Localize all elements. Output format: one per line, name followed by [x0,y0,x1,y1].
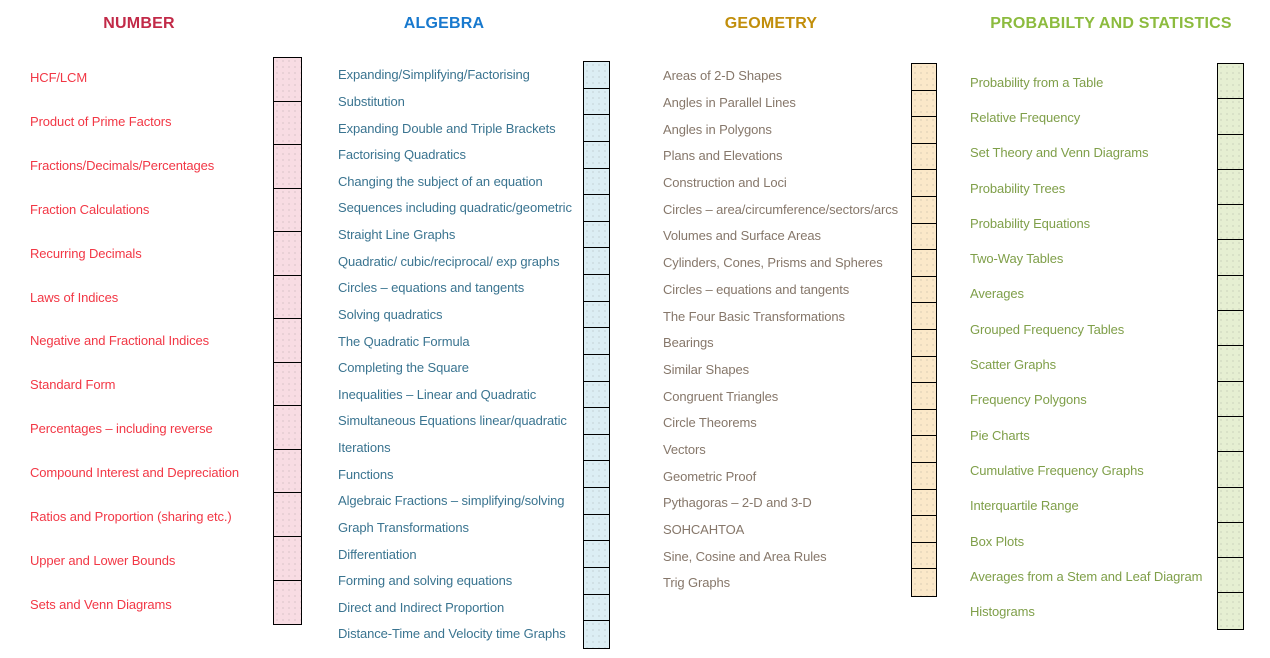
checkbox-cell[interactable] [1218,170,1243,205]
topic-label: Interquartile Range [970,498,1079,514]
checkbox-cell[interactable] [1218,99,1243,134]
topic-label: Box Plots [970,533,1025,549]
topic-label: Direct and Indirect Proportion [338,599,505,615]
checkbox-cell[interactable] [584,89,609,116]
topic-row [663,383,898,410]
topic-row [338,115,572,142]
checkbox-cell[interactable] [274,493,301,537]
checkbox-column [911,63,937,597]
checkbox-cell[interactable] [912,569,936,596]
topic-label: Solving quadratics [338,306,443,322]
checkbox-cell[interactable] [1218,382,1243,417]
topic-row [970,135,1202,170]
topic-row [970,100,1202,135]
topic-label: Differentiation [338,546,417,562]
checkbox-cell[interactable] [912,91,936,118]
topic-row [30,188,239,232]
topic-label: Algebraic Fractions – simplifying/solving [338,493,565,509]
topic-label: Angles in Polygons [663,121,772,137]
topic-row [338,461,572,488]
topic-row [338,275,572,302]
topic-label: Percentages – including reverse [30,421,213,437]
checkbox-cell[interactable] [912,170,936,197]
checkbox-cell[interactable] [584,408,609,435]
checkbox-cell[interactable] [1218,311,1243,346]
topic-label: Circles – area/circumference/sectors/arcs [663,201,899,217]
topic-label: Circle Theorems [663,415,757,431]
checkbox-cell[interactable] [274,232,301,276]
checkbox-cell[interactable] [912,436,936,463]
checkbox-cell[interactable] [274,363,301,407]
topic-row [338,621,572,648]
checkbox-cell[interactable] [912,516,936,543]
topic-row [338,248,572,275]
topic-row [970,276,1202,311]
topic-row [663,143,898,170]
checkbox-cell[interactable] [912,224,936,251]
topic-row [663,516,898,543]
topic-row [338,594,572,621]
topic-row [30,494,239,538]
topic-row [338,62,572,89]
topic-row [970,453,1202,488]
checkbox-cell[interactable] [912,250,936,277]
topic-label: Bearings [663,335,714,351]
topic-row [970,170,1202,205]
topic-row [970,382,1202,417]
topic-row [30,231,239,275]
topic-label: Circles – equations and tangents [338,280,525,296]
topic-label: Circles – equations and tangents [663,281,850,297]
topic-label: Histograms [970,604,1035,620]
topic-label: Distance-Time and Velocity time Graphs [338,626,566,642]
topic-row [663,89,898,116]
checkbox-cell[interactable] [584,435,609,462]
checkbox-cell[interactable] [912,330,936,357]
topic-row [338,301,572,328]
topic-label: Simultaneous Equations linear/quadratic [338,413,567,429]
checkbox-cell[interactable] [274,58,301,102]
checkbox-cell[interactable] [584,248,609,275]
topic-row [338,141,572,168]
checkbox-cell[interactable] [584,169,609,196]
checkbox-cell[interactable] [584,515,609,542]
checkbox-cell[interactable] [1218,593,1243,628]
topic-row [663,463,898,490]
checkbox-cell[interactable] [274,145,301,189]
topic-label: Upper and Lower Bounds [30,552,176,568]
checkbox-cell[interactable] [584,382,609,409]
checkbox-cell[interactable] [912,490,936,517]
topic-row [663,543,898,570]
topic-label: Fractions/Decimals/Percentages [30,158,215,174]
topic-row [338,567,572,594]
topic-row [30,538,239,582]
topic-row [970,523,1202,558]
topic-label: Recurring Decimals [30,245,142,261]
topic-row [663,276,898,303]
topic-label: The Quadratic Formula [338,333,470,349]
checkbox-cell[interactable] [912,410,936,437]
checkbox-cell[interactable] [274,450,301,494]
topic-label: Angles in Parallel Lines [663,95,796,111]
topic-label: Changing the subject of an equation [338,173,543,189]
topic-row [30,363,239,407]
checkbox-cell[interactable] [274,406,301,450]
topic-row [663,223,898,250]
topic-row [663,116,898,143]
checkbox-cell[interactable] [912,357,936,384]
topic-label: Construction and Loci [663,175,787,191]
topic-label: Probability from a Table [970,74,1104,90]
checkbox-cell[interactable] [1218,558,1243,593]
checkbox-cell[interactable] [912,303,936,330]
topic-label: Two-Way Tables [970,251,1064,267]
topic-row [663,436,898,463]
topic-row [970,241,1202,276]
checkbox-cell[interactable] [1218,240,1243,275]
topic-list [970,65,1202,630]
checkbox-column [583,61,610,649]
topic-label: Compound Interest and Depreciation [30,465,240,481]
topic-label: Cylinders, Cones, Prisms and Spheres [663,255,883,271]
topic-label: Fraction Calculations [30,201,150,217]
topic-label: Straight Line Graphs [338,227,456,243]
topic-row [30,144,239,188]
checkbox-cell[interactable] [912,463,936,490]
topic-label: Cumulative Frequency Graphs [970,462,1144,478]
topic-row [30,451,239,495]
topic-label: Probability Trees [970,180,1066,196]
topic-label: Scatter Graphs [970,357,1057,373]
topic-row [338,354,572,381]
topic-label: Sets and Venn Diagrams [30,596,172,612]
topic-row [970,559,1202,594]
checkbox-cell[interactable] [584,621,609,648]
topic-label: Similar Shapes [663,361,750,377]
checkbox-cell[interactable] [584,595,609,622]
topic-label: Substitution [338,93,405,109]
checkbox-cell[interactable] [912,277,936,304]
checkbox-cell[interactable] [1218,488,1243,523]
topic-row [30,319,239,363]
topic-label: Expanding/Simplifying/Factorising [338,67,530,83]
topic-label: Functions [338,466,394,482]
topic-label: HCF/LCM [30,70,88,86]
checkbox-cell[interactable] [274,102,301,146]
topic-label: Iterations [338,440,391,456]
topic-label: Plans and Elevations [663,148,783,164]
checkbox-cell[interactable] [274,189,301,233]
topic-list [30,56,239,626]
checkbox-cell[interactable] [1218,523,1243,558]
checkbox-cell[interactable] [584,488,609,515]
topic-label: Probability Equations [970,215,1091,231]
topic-row [338,195,572,222]
checkbox-cell[interactable] [912,543,936,570]
topic-row [970,206,1202,241]
topic-row [338,381,572,408]
topic-row [663,329,898,356]
topic-row [663,490,898,517]
topic-row [338,408,572,435]
topic-label: Frequency Polygons [970,392,1087,408]
topic-label: Factorising Quadratics [338,147,466,163]
topic-label: Ratios and Proportion (sharing etc.) [30,508,232,524]
topic-row [338,514,572,541]
topic-row [970,312,1202,347]
topic-label: Sequences including quadratic/geometric [338,200,572,216]
topic-list [663,63,898,597]
topic-row [338,221,572,248]
topic-label: Averages from a Stem and Leaf Diagram [970,568,1203,584]
topic-row [30,56,239,100]
checkbox-column [273,57,302,625]
topic-row [663,63,898,90]
topic-label: Standard Form [30,377,116,393]
checkbox-cell[interactable] [274,319,301,363]
column-title: PROBABILTY AND STATISTICS [990,15,1232,32]
topic-label: Areas of 2-D Shapes [663,68,782,84]
topic-row [970,417,1202,452]
topic-label: Forming and solving equations [338,573,513,589]
checkbox-cell[interactable] [912,144,936,171]
topic-label: Graph Transformations [338,519,469,535]
topic-label: Expanding Double and Triple Brackets [338,120,556,136]
topic-row [663,249,898,276]
topic-row [970,594,1202,629]
checkbox-cell[interactable] [274,276,301,320]
topic-row [663,303,898,330]
checkbox-cell[interactable] [1218,276,1243,311]
topic-label: Pie Charts [970,427,1030,443]
checkbox-cell[interactable] [1218,64,1243,99]
checkbox-cell[interactable] [274,537,301,581]
topic-label: Sine, Cosine and Area Rules [663,548,827,564]
topic-label: Trig Graphs [663,575,731,591]
checkbox-cell[interactable] [584,302,609,329]
checkbox-cell[interactable] [584,222,609,249]
checkbox-cell[interactable] [912,117,936,144]
checkbox-cell[interactable] [912,64,936,91]
column-title: GEOMETRY [724,15,818,32]
checkbox-cell[interactable] [1218,417,1243,452]
topic-row [970,347,1202,382]
topic-row [663,409,898,436]
topic-row [30,582,239,626]
checkbox-cell[interactable] [1218,346,1243,381]
topic-label: Vectors [663,441,706,457]
checkbox-cell[interactable] [274,581,301,625]
checkbox-cell[interactable] [912,383,936,410]
checkbox-cell[interactable] [1218,205,1243,240]
column-title: ALGEBRA [403,15,485,32]
topic-label: Product of Prime Factors [30,114,172,130]
topic-row [663,169,898,196]
topic-row [338,488,572,515]
checkbox-cell[interactable] [1218,135,1243,170]
topic-row [338,434,572,461]
topic-list [338,62,572,648]
checkbox-cell[interactable] [584,355,609,382]
checkbox-column [1217,63,1244,630]
topic-label: Completing the Square [338,360,469,376]
checkbox-cell[interactable] [584,568,609,595]
topic-label: Congruent Triangles [663,388,779,404]
topic-row [663,356,898,383]
topic-label: SOHCAHTOA [663,522,745,538]
checkbox-cell[interactable] [584,195,609,222]
checkbox-cell[interactable] [584,115,609,142]
checkbox-cell[interactable] [912,197,936,224]
topic-label: Pythagoras – 2-D and 3-D [663,495,812,511]
topic-row [338,168,572,195]
topic-label: Negative and Fractional Indices [30,333,210,349]
topic-row [970,488,1202,523]
checkbox-cell[interactable] [1218,452,1243,487]
topic-row [30,275,239,319]
topic-label: Relative Frequency [970,109,1081,125]
checkbox-cell[interactable] [584,461,609,488]
topic-row [663,196,898,223]
topic-row [663,570,898,597]
topic-row [338,88,572,115]
topic-label: Grouped Frequency Tables [970,321,1125,337]
topic-label: Laws of Indices [30,289,119,305]
topic-label: The Four Basic Transformations [663,308,845,324]
checkbox-cell[interactable] [584,541,609,568]
topic-label: Averages [970,286,1024,302]
column-title: NUMBER [103,15,175,32]
topic-label: Inequalities – Linear and Quadratic [338,386,537,402]
topic-row [338,328,572,355]
topic-label: Volumes and Surface Areas [663,228,821,244]
checkbox-cell[interactable] [584,142,609,169]
topic-row [30,100,239,144]
topic-label: Geometric Proof [663,468,757,484]
topic-label: Quadratic/ cubic/reciprocal/ exp graphs [338,253,560,269]
checkbox-cell[interactable] [584,62,609,89]
topic-row [970,65,1202,100]
checkbox-cell[interactable] [584,328,609,355]
topic-row [30,407,239,451]
checkbox-cell[interactable] [584,275,609,302]
topic-label: Set Theory and Venn Diagrams [970,145,1149,161]
topic-row [338,541,572,568]
